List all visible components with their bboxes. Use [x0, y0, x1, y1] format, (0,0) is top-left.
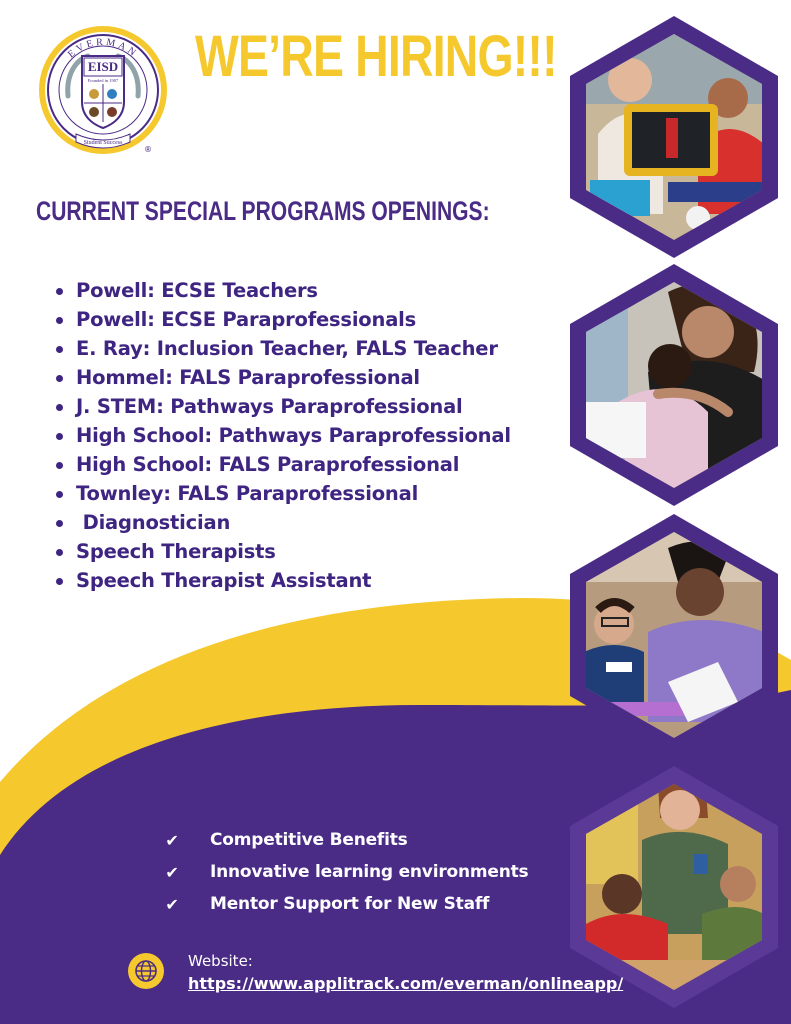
- opening-item: J. STEM: Pathways Paraprofessional: [52, 392, 511, 421]
- eisd-logo: [38, 24, 172, 158]
- logo-founded: Founded in 1907: [87, 78, 119, 83]
- benefit-item: [162, 824, 528, 856]
- logo-initials: EISD: [87, 59, 119, 74]
- logo-motto: Student Success: [83, 140, 123, 146]
- opening-item: Powell: ECSE Teachers: [52, 276, 511, 305]
- opening-item: Townley: FALS Paraprofessional: [52, 479, 511, 508]
- photo-teacher-student-paper: [568, 512, 780, 758]
- benefit-item: [162, 856, 528, 888]
- benefits-list: [162, 824, 528, 920]
- opening-item: Hommel: FALS Paraprofessional: [52, 363, 511, 392]
- benefit-label: Mentor Support for New Staff: [210, 894, 490, 914]
- check-icon: ✔: [165, 862, 179, 882]
- registered-mark: ®: [144, 145, 152, 154]
- benefit-label: Competitive Benefits: [210, 830, 408, 850]
- website-label: Website:: [188, 952, 253, 970]
- opening-item: High School: FALS Paraprofessional: [52, 450, 511, 479]
- openings-list: [52, 276, 511, 595]
- photo-teacher-hugging-student: [568, 262, 780, 508]
- openings-title: CURRENT SPECIAL PROGRAMS OPENINGS:: [36, 196, 490, 226]
- opening-item: High School: Pathways Paraprofessional: [52, 421, 511, 450]
- check-icon: ✔: [165, 894, 179, 914]
- website-link[interactable]: https://www.applitrack.com/everman/onlineapp/: [188, 974, 624, 993]
- globe-icon: [128, 953, 164, 989]
- opening-item: Speech Therapists: [52, 537, 511, 566]
- photo-teacher-student-laptop: [568, 14, 780, 260]
- opening-item: Diagnostician: [52, 508, 511, 537]
- check-icon: ✔: [165, 830, 179, 850]
- benefit-item: [162, 888, 528, 920]
- opening-item: E. Ray: Inclusion Teacher, FALS Teacher: [52, 334, 511, 363]
- opening-item: Speech Therapist Assistant: [52, 566, 511, 595]
- opening-item: Powell: ECSE Paraprofessionals: [52, 305, 511, 334]
- benefit-label: Innovative learning environments: [210, 862, 529, 882]
- logo-name: EVERMAN: [66, 36, 140, 61]
- headline: WE’RE HIRING!!!: [195, 24, 557, 89]
